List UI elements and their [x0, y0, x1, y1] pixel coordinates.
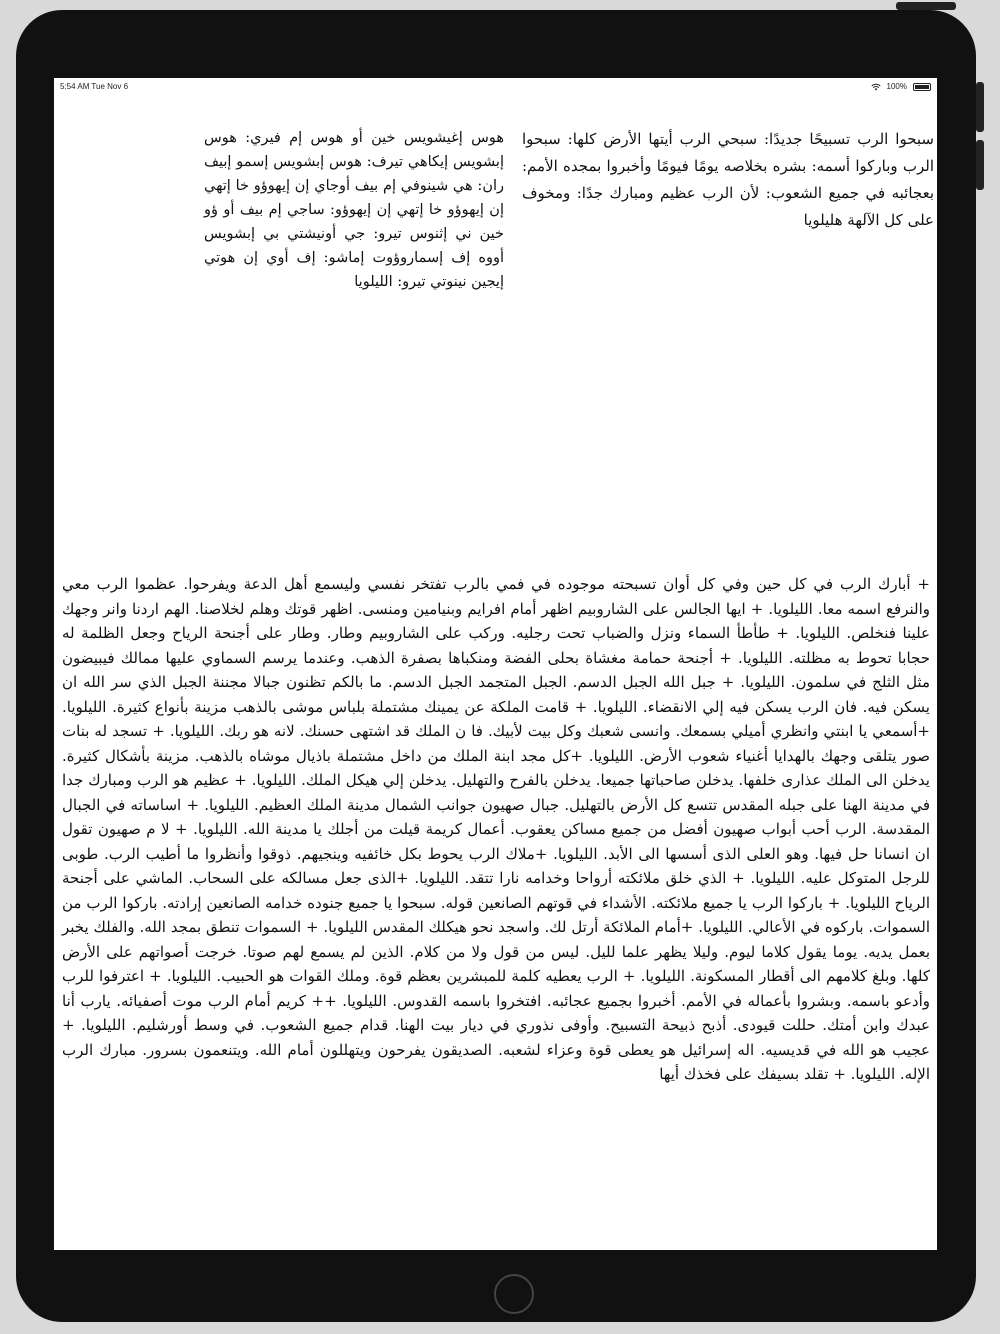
status-bar [54, 78, 937, 96]
status-time: 5:54 AM Tue Nov 6 [60, 82, 129, 91]
volume-up-button [976, 82, 984, 132]
battery-percent: 100% [886, 82, 907, 91]
home-button[interactable] [494, 1274, 534, 1314]
app-screen [54, 78, 937, 1250]
verse-arabic: سبحوا الرب تسبيحًا جديدًا: سبحي الرب أيتها الأرض كلها: سبحوا الرب وباركوا أسمه: بشره بخلاصه يومًا فيومًا وأخبروا بمجده الأمم: بعجائبه في جميع الشعوب: لأن الرب عظيم ومبارك جدًا: ومخوف على كل الآلهة هليلويا [522, 130, 934, 229]
status-right [871, 82, 931, 91]
power-button [896, 2, 956, 10]
volume-down-button [976, 140, 984, 190]
hymn-body-text: + أبارك الرب في كل حين وفي كل أوان تسبحته موجوده في فمي بالرب تفتخر نفسي وليسمع أهل الدعة ويفرحوا. عظموا الرب معي والنرفع اسمه معا. الليلويا. + ايها الجالس على الشاروبيم اظهر أمام افرايم وبنيامين ومنسى. اظهر قوتك وهلم لخلاصنا. الهم اردنا وانر وجهك علينا فنخلص. الليلويا. + طأطأ السماء ونزل والضباب تحت رجليه. وركب على الشاروبيم وطار. وطار على أجنحة الرياح وجعل الظلمة له حجابا تحوط به مظلته. الليلويا. + أجنحة حمامة مغشاة بحلى الفضة ومنكباها بصفرة الذهب. وعندما يرسم السماوي عليها ممالك فيبيضون مثل الثلج في سلمون. الليلويا. + جبل الله الجبل الدسم. الجبل المتجمد الجبل الدسم. ما بالكم تظنون جبالا مجننة الجبل الذي سر الله ان يسكن فيه. فان الرب يسكن فيه إلي الانقضاء. الليلويا. + قامت الملكة عن يمينك مشتملة بلباس موشى بالذهب مزينة بأنواع كثيرة. الليلويا. +أسمعي يا ابنتي وانظري أميلي بسمعك. وانسى شعبك وكل بيت لأبيك. فا ن الملك قد اشتهى حسنك. لانه هو ربك. الليلويا. + تسجد له بنات صور يتلقى وجهك بالهدايا أغنياء شعوب الأرض. الليلويا. +كل مجد ابنة الملك من داخل مشتملة باذيال موشاه بالذهب. مزينة بأشكال كثيرة. يدخلن الى الملك عذارى خلفها. يدخلن صاحباتها جميعا. يدخلن بالفرح والتهليل. يدخلن إلي هيكل الملك. الليلويا. + عظيم هو الرب ومبارك جدا في مدينة الهنا على جبله المقدس تتسع كل الأرض بالتهليل. جبال صهيون جوانب الشمال مدينة الملك العظيم. الليلويا. + اساساته في الجبال المقدسة. الرب أحب أبواب صهيون أفضل من جميع مساكن يعقوب. أعمال كريمة قيلت من أجلك يا مدينة الله. الليلويا. + لا م صهيون تقول ان انسانا حل فيها. وهو العلى الذى أسسها الى الأبد. الليلويا. +ملاك الرب يحوط بكل خائفيه وينجيهم. ذوقوا وأنظروا ما أطيب الرب. طوبى للرجل المتوكل عليه. الليلويا. + الذي خلق ملائكته أرواحا وخدامه نارا تتقد. الليلويا. +الذى جعل مسالكه على السحاب. الماشي على أجنحة الرياح الليلويا. + باركوا الرب يا جميع ملائكته. الأشداء في قوتهم الصانعين قوله. سبحوا يا جميع جنوده خدامه الصانعين إرادته. باركوا الرب من السموات. باركوه في الأعالي. الليلويا. +أمام الملائكة أرتل لك. واسجد نحو هيكلك المقدس الليلويا. + السموات تنطق بمجد الله. والفلك يخبر بعمل يديه. يوما يقول كلاما ليوم. وليلا يظهر علما لليل. ليس من قول ولا من كلام. الذين لم يسمع لهم صوتا. خرجت أصواتهم على الأرض كلها. وبلغ كلامهم الى أقطار المسكونة. الليلويا. + الرب يعطيه كلمة للمبشرين بعظم قوة. وملك القوات هو الحبيب. الليلويا. + اعترفوا للرب وأدعو باسمه. وبشروا بأعماله في الأمم. أخبروا بجميع عجائبه. افتخروا باسمه القدوس. الليلويا. ++ كريم أمام الرب موت أصفيائه. يارب أنا عبدك وابن أمتك. حللت قيودى. أذبح ذبيحة التسبيح. وأوفى نذوري في ديار بيت الهنا. قدام جميع الشعوب. في وسط أورشليم. الليلويا. + عجيب هو الله في قديسيه. اله إسرائيل هو يعطى قوة وعزاء لشعبه. الصديقون يفرحون ويتهللون أمام الله. ويتنعمون بسرور. مبارك الرب الإله. الليلويا. + تقلد بسيفك على فخذك أيها [62, 575, 930, 1083]
wifi-icon [871, 83, 881, 91]
battery-icon [913, 83, 931, 91]
verse-coptic-transliteration: هوس إغيشويس خين أو هوس إم فيري: هوس إبشويس إيكاهي تيرف: هوس إبشويس إسمو إبيف ران: هي شينوفي إم بيف أوجاي إن إيهوؤو خا إتهي إن إيهوؤو خا إتهي إن إيهوؤو: ساجي إم بيف أو ؤو خين ني إثنوس تيرو: جي أونيشتي بي إبشويس أووه إف إسماروؤوت إماشو: إف أوي إن هوتي إيجين نينوتي تيرو: الليلويا [204, 130, 504, 290]
